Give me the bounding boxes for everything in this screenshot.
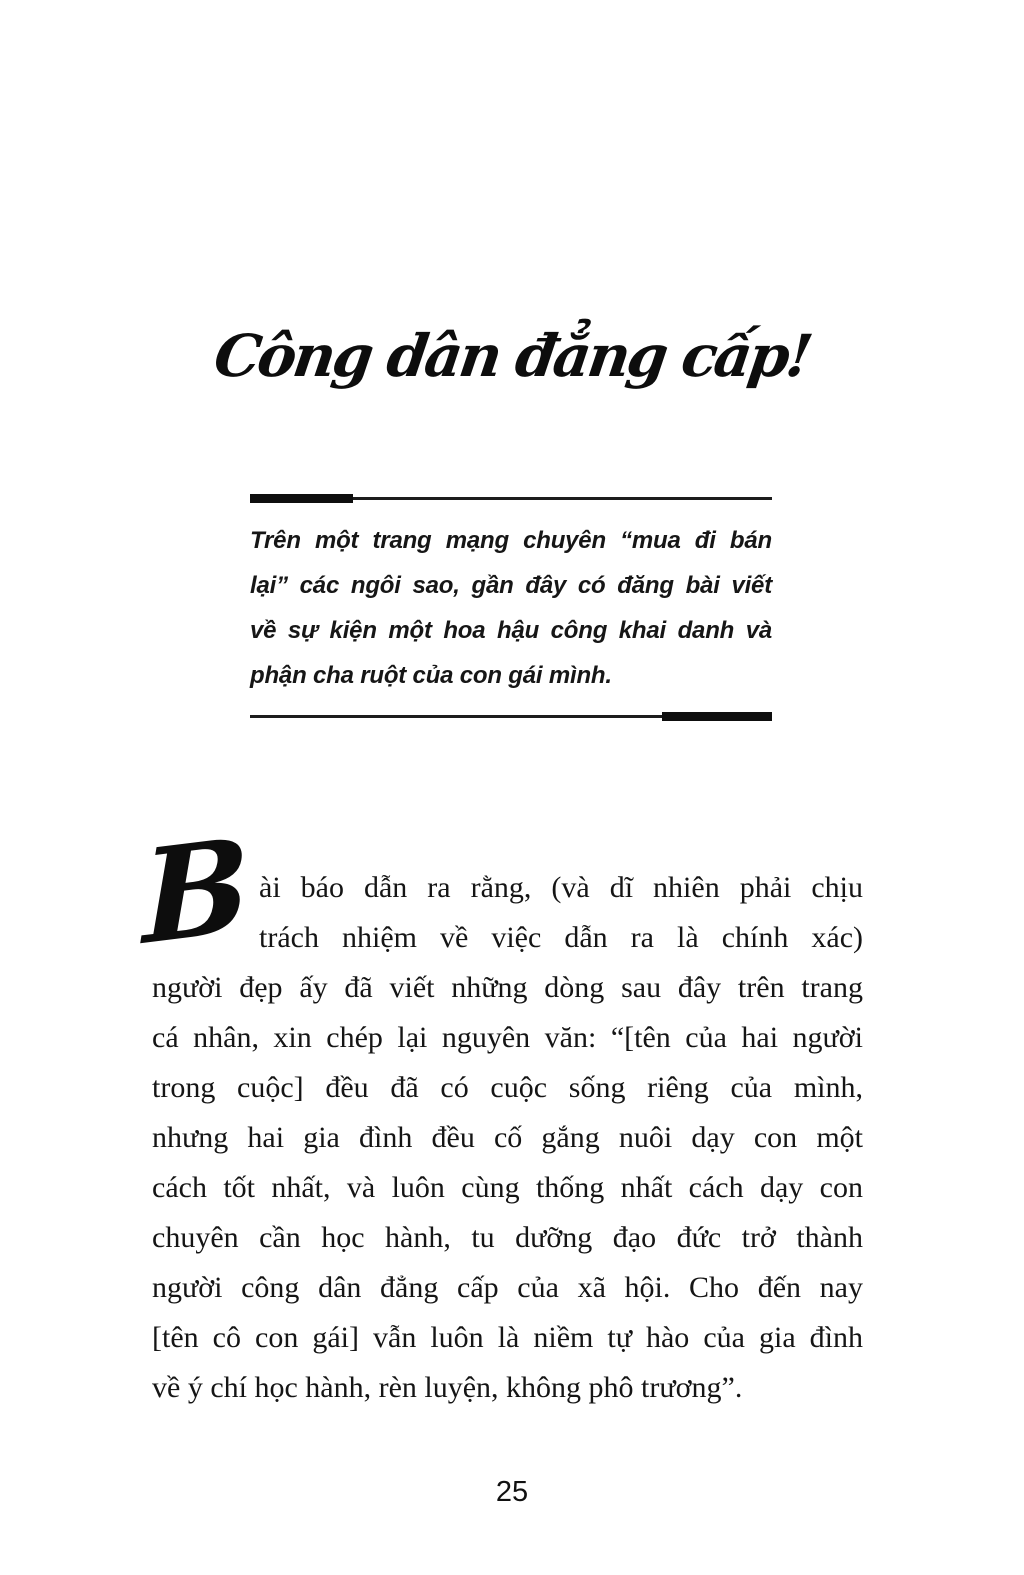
epigraph-line: Trên một trang mạng chuyên “mua đi bán [250,527,772,554]
body-line: về ý chí học hành, rèn luyện, không phô trương”. [152,1371,743,1404]
body-paragraph [152,863,863,1413]
divider-top-thin-segment [353,497,772,500]
body-line: cá nhân, xin chép lại nguyên văn: “[tên của hai người [152,1021,863,1054]
epigraph-line: về sự kiện một hoa hậu công khai danh và [250,617,772,644]
body-line: cách tốt nhất, và luôn cùng thống nhất cách dạy con [152,1171,863,1204]
body-line: ài báo dẫn ra rằng, (và dĩ nhiên phải chịu [259,871,863,904]
divider-bottom [250,712,772,721]
body-line: nhưng hai gia đình đều cố gắng nuôi dạy con một [152,1121,863,1154]
divider-bottom-thin-segment [250,715,662,718]
body-line: [tên cô con gái] vẫn luôn là niềm tự hào của gia đình [152,1321,863,1354]
drop-cap: B [141,810,252,974]
body-line: trách nhiệm về việc dẫn ra là chính xác) [259,921,863,954]
divider-top-thick-segment [250,494,353,503]
body-line: trong cuộc] đều đã có cuộc sống riêng của mình, [152,1071,863,1104]
body-line: người công dân đẳng cấp của xã hội. Cho đến nay [152,1271,863,1304]
body-line: người đẹp ấy đã viết những dòng sau đây trên trang [152,971,863,1004]
chapter-epigraph [250,518,772,698]
epigraph-line: phận cha ruột của con gái mình. [250,662,612,689]
chapter-title: Công dân đẳng cấp! [210,322,814,390]
epigraph-line: lại” các ngôi sao, gần đây có đăng bài viết [250,572,772,599]
page-number: 25 [495,1476,529,1508]
body-line: chuyên cần học hành, tu dưỡng đạo đức trở thành [152,1221,863,1254]
divider-bottom-thick-segment [662,712,772,721]
divider-top [250,494,772,503]
